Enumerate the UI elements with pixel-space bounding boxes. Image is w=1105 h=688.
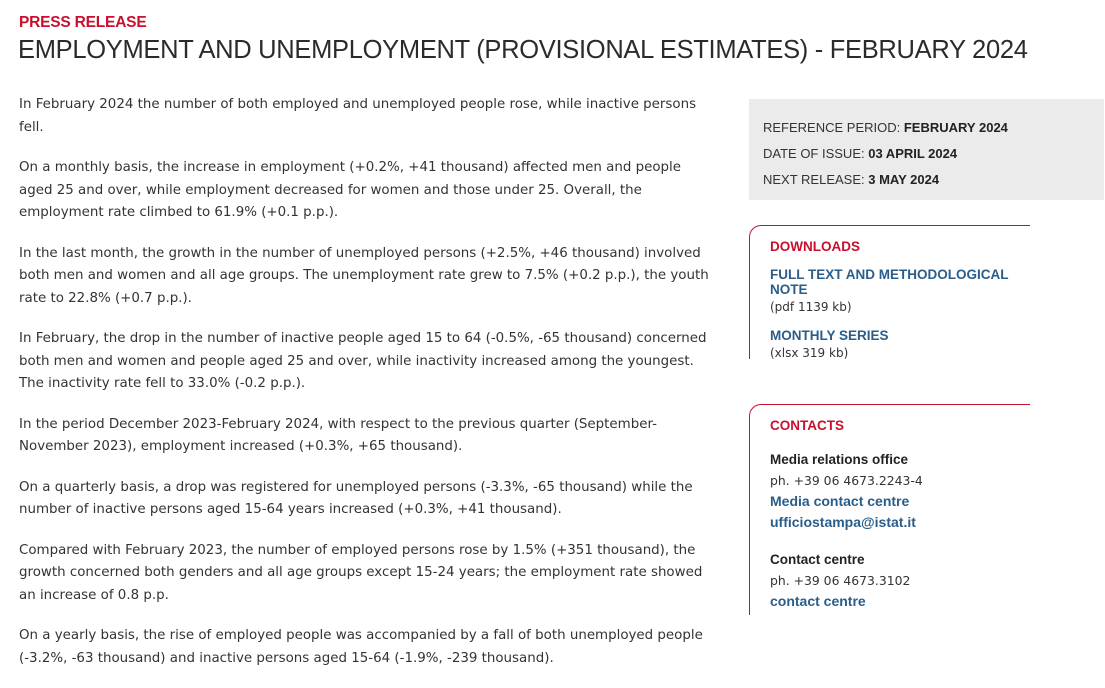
download-file-info: (pdf 1139 kb) <box>770 300 852 314</box>
page-title: EMPLOYMENT AND UNEMPLOYMENT (PROVISIONAL ESTIMATES) - FEBRUARY 2024 <box>18 36 1028 64</box>
press-release-label: PRESS RELEASE <box>19 14 147 31</box>
next-release <box>763 167 1104 193</box>
paragraph: In the last month, the growth in the number of unemployed persons (+2.5%, +46 thousand) involved both men and women and all age groups. The unemployment rate grew to 7.5% (+0.2 p.p.), the youth rate to 22.8% (+0.7 p.p.). <box>19 245 709 306</box>
reference-period <box>763 115 1104 141</box>
contact-centre-link[interactable]: contact centre <box>770 593 866 609</box>
contact-name: Media relations office <box>770 452 909 467</box>
paragraph: In the period December 2023-February 2024, with respect to the previous quarter (September-November 2023), employment increased (+0.3%, +65 thousand). <box>19 416 657 454</box>
downloads-heading: DOWNLOADS <box>770 239 860 254</box>
paragraph: On a quarterly basis, a drop was registered for unemployed persons (-3.3%, -65 thousand) while the number of inactive persons aged 15-64 years increased (+0.3%, +41 thousand). <box>19 479 693 517</box>
next-release-label: NEXT RELEASE: <box>763 172 869 187</box>
article-body <box>19 94 709 688</box>
contacts-heading: CONTACTS <box>770 418 844 433</box>
paragraph: On a yearly basis, the rise of employed people was accompanied by a fall of both unemployed people (-3.2%, -63 thousand) and inactive persons aged 15-64 (-1.9%, -239 thousand). <box>19 628 703 666</box>
reference-period-label: REFERENCE PERIOD: <box>763 120 904 135</box>
contact-centre-contact <box>770 549 1030 612</box>
media-contact-centre-link[interactable]: Media contact centre <box>770 493 910 509</box>
contact-phone: ph. +39 06 4673.3102 <box>770 573 911 588</box>
full-text-download-link[interactable]: FULL TEXT AND METHODOLOGICAL NOTE <box>770 267 1009 297</box>
release-info-box <box>749 99 1104 200</box>
paragraph: On a monthly basis, the increase in employment (+0.2%, +41 thousand) affected men and people aged 25 and over, while employment decreased for women and those under 25. Overall, the employment rate climbed to 61.9% (+0.1 p.p.). <box>19 160 681 220</box>
paragraph: In February, the drop in the number of inactive people aged 15 to 64 (-0.5%, -65 thousand) concerned both men and women and people aged 25 and over, while inactivity increased among the youngest. The inactivity rate fell to 33.0% (-0.2 p.p.). <box>19 331 707 391</box>
date-of-issue-value: 03 APRIL 2024 <box>868 146 958 161</box>
media-relations-contact <box>770 449 1030 533</box>
reference-period-value: FEBRUARY 2024 <box>903 120 1008 135</box>
contacts-panel <box>749 404 1030 615</box>
paragraph: Compared with February 2023, the number of employed persons rose by 1.5% (+351 thousand), the growth concerned both genders and all age groups except 15-24 years; the employment rate showed an increase of 0.8 p.p. <box>19 542 703 603</box>
download-file-info: (xlsx 319 kb) <box>770 346 849 360</box>
contact-phone: ph. +39 06 4673.2243-4 <box>770 473 923 488</box>
paragraph: In February 2024 the number of both employed and unemployed people rose, while inactive persons fell. <box>19 97 697 135</box>
date-of-issue-label: DATE OF ISSUE: <box>763 146 869 161</box>
date-of-issue <box>763 141 1104 167</box>
downloads-panel <box>749 225 1030 359</box>
contact-name: Contact centre <box>770 552 865 567</box>
monthly-series-download-link[interactable]: MONTHLY SERIES <box>770 328 889 343</box>
press-email-link[interactable]: ufficiostampa@istat.it <box>770 514 916 530</box>
next-release-value: 3 MAY 2024 <box>868 172 940 187</box>
